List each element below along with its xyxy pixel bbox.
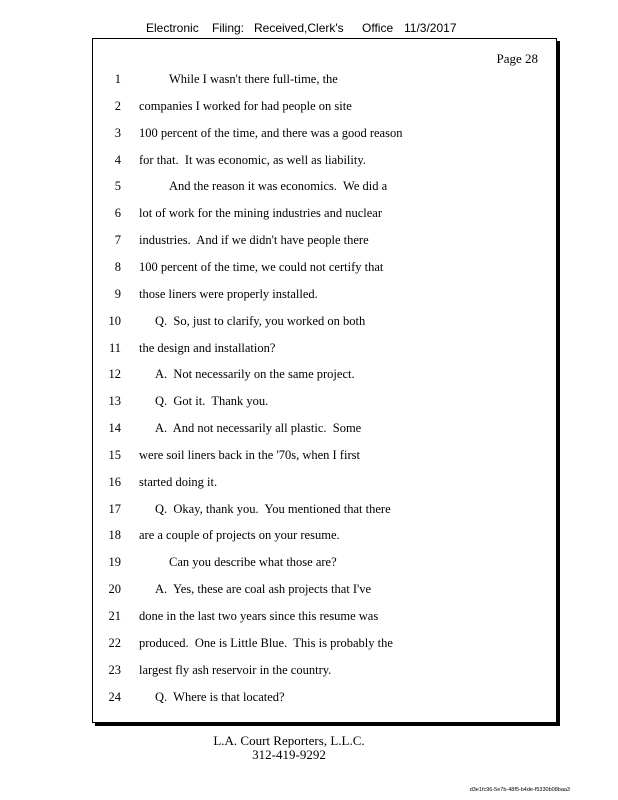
transcript-line bbox=[93, 473, 556, 491]
line-number: 9 bbox=[114, 286, 121, 301]
reporter-phone: 312-419-9292 bbox=[252, 747, 326, 762]
line-number: 1 bbox=[114, 72, 121, 86]
line-number: 10 bbox=[108, 313, 121, 328]
transcript-line bbox=[93, 231, 556, 249]
line-number: 15 bbox=[108, 447, 121, 462]
line-text: lot of work for the mining industries and nuclear bbox=[139, 206, 382, 221]
transcript-line bbox=[93, 70, 556, 88]
line-text: done in the last two years since this resume was bbox=[139, 609, 379, 623]
line-number: 11 bbox=[108, 340, 121, 355]
line-number: 21 bbox=[108, 609, 121, 623]
line-text: for that. It was economic, as well as liability. bbox=[139, 152, 366, 167]
line-text: companies I worked for had people on site bbox=[139, 98, 352, 113]
transcript-line bbox=[93, 553, 556, 571]
transcript-line bbox=[93, 634, 556, 652]
reporter-company: L.A. Court Reporters, L.L.C. bbox=[213, 733, 365, 748]
transcript-line bbox=[93, 204, 556, 222]
line-text: 100 percent of the time, we could not certify that bbox=[139, 259, 384, 274]
stamp-filing: Filing: bbox=[212, 21, 245, 35]
page-number: Page 28 bbox=[496, 51, 538, 66]
line-number: 3 bbox=[114, 125, 121, 140]
transcript-line bbox=[93, 97, 556, 115]
line-number: 14 bbox=[108, 421, 121, 436]
transcript-line bbox=[93, 151, 556, 169]
line-text: Q. Okay, thank you. You mentioned that there bbox=[155, 501, 391, 516]
transcript-line bbox=[93, 392, 556, 410]
transcript-line bbox=[93, 580, 556, 598]
transcript-line bbox=[93, 177, 556, 195]
line-text: A. Not necessarily on the same project. bbox=[155, 367, 355, 382]
filing-stamp bbox=[0, 21, 618, 37]
line-number: 4 bbox=[114, 152, 121, 167]
line-text: A. Yes, these are coal ash projects that I've bbox=[155, 582, 372, 597]
line-text: those liners were properly installed. bbox=[139, 286, 318, 301]
document-id: d3e1fc96-5e7b-48f5-b4de-f5330b08baa3 bbox=[469, 787, 570, 793]
line-number: 22 bbox=[108, 635, 121, 650]
line-text: Can you describe what those are? bbox=[169, 555, 337, 570]
stamp-received: Received,Clerk's bbox=[254, 21, 344, 35]
transcript-line bbox=[93, 365, 556, 383]
line-number: 17 bbox=[108, 501, 121, 516]
line-text: produced. One is Little Blue. This is probably the bbox=[139, 635, 393, 650]
line-text: While I wasn't there full-time, the bbox=[169, 72, 338, 86]
stamp-date: 11/3/2017 bbox=[404, 21, 457, 35]
line-number: 24 bbox=[108, 689, 121, 704]
line-text: Q. Where is that located? bbox=[155, 689, 285, 704]
transcript-line bbox=[93, 688, 556, 706]
transcript-line bbox=[93, 312, 556, 330]
line-text: started doing it. bbox=[139, 474, 218, 489]
line-text: Q. Got it. Thank you. bbox=[155, 394, 269, 409]
line-text: 100 percent of the time, and there was a good reason bbox=[139, 125, 403, 140]
line-number: 2 bbox=[114, 98, 121, 113]
transcript-line bbox=[93, 339, 556, 357]
line-text: And the reason it was economics. We did a bbox=[169, 179, 388, 194]
stamp-office: Office bbox=[362, 21, 394, 35]
line-number: 13 bbox=[108, 394, 121, 409]
line-text: the design and installation? bbox=[139, 340, 276, 355]
line-number: 12 bbox=[108, 367, 121, 382]
transcript-line bbox=[93, 419, 556, 437]
line-text: industries. And if we didn't have people there bbox=[139, 233, 369, 248]
line-number: 18 bbox=[108, 528, 121, 543]
line-text: were soil liners back in the '70s, when I first bbox=[139, 447, 360, 462]
transcript-line bbox=[93, 661, 556, 679]
line-number: 6 bbox=[114, 206, 121, 221]
stamp-electronic: Electronic bbox=[146, 21, 199, 35]
line-number: 23 bbox=[108, 662, 121, 677]
transcript-line bbox=[93, 285, 556, 303]
line-number: 16 bbox=[108, 474, 121, 489]
transcript-line bbox=[93, 258, 556, 276]
line-text: largest fly ash reservoir in the country. bbox=[139, 662, 332, 677]
line-number: 20 bbox=[108, 582, 121, 597]
transcript-line bbox=[93, 607, 556, 625]
line-number: 7 bbox=[114, 233, 121, 248]
line-text: are a couple of projects on your resume. bbox=[139, 528, 340, 543]
line-number: 19 bbox=[108, 555, 121, 570]
line-number: 8 bbox=[114, 259, 121, 274]
transcript-line bbox=[93, 124, 556, 142]
transcript-line bbox=[93, 500, 556, 518]
transcript-line bbox=[93, 526, 556, 544]
line-text: Q. So, just to clarify, you worked on both bbox=[155, 313, 366, 328]
transcript-page bbox=[92, 38, 557, 723]
transcript-line bbox=[93, 446, 556, 464]
line-number: 5 bbox=[114, 179, 121, 194]
line-text: A. And not necessarily all plastic. Some bbox=[155, 421, 362, 436]
